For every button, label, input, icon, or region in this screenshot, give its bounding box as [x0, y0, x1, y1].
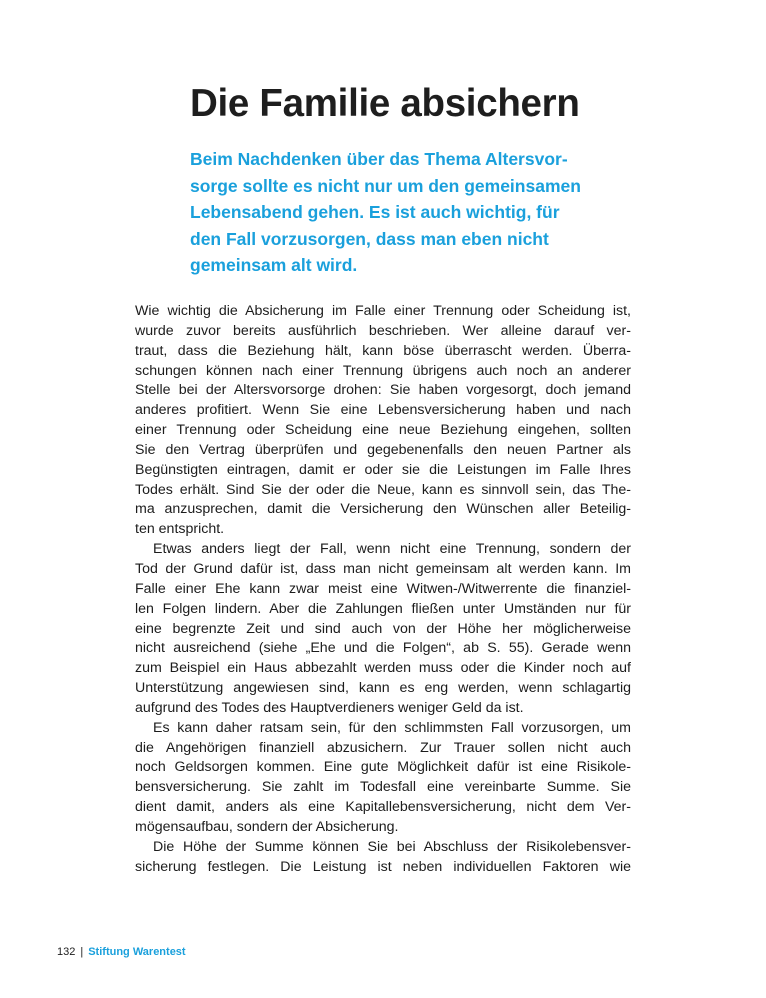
- body-text: [135, 302, 631, 877]
- body-line: traut, dass die Beziehung hält, kann böse überrascht werden. Überra-: [135, 342, 631, 359]
- publisher-name: Stiftung Warentest: [88, 946, 186, 958]
- lead-line: den Fall vorzusorgen, dass man eben nicht: [190, 228, 549, 249]
- lead-line: Beim Nachdenken über das Thema Altersvor-: [190, 149, 568, 169]
- footer-separator: |: [80, 946, 84, 958]
- body-line: noch Geldsorgen kommen. Eine gute Möglichkeit dafür ist eine Risikole-: [135, 759, 631, 776]
- lead-paragraph: [190, 146, 640, 279]
- body-line: Stelle bei der Altersvorsorge drohen: Sie haben vorgesorgt, doch jemand: [135, 382, 631, 399]
- body-line: Tod der Grund dafür ist, dass man nicht gemeinsam alt werden kann. Im: [135, 560, 631, 577]
- body-line: die Angehörigen finanziell abzusichern. Zur Trauer sollen nicht auch: [135, 739, 631, 756]
- body-line: Die Höhe der Summe können Sie bei Abschluss der Risikolebensver-: [153, 838, 631, 855]
- body-line: ma anzusprechen, damit die Versicherung den Wünschen aller Beteilig-: [135, 501, 631, 518]
- body-line: Unterstützung angewiesen sind, kann es eng werden, wenn schlagartig: [135, 680, 631, 697]
- body-line: Es kann daher ratsam sein, für den schlimmsten Fall vorzusorgen, um: [153, 719, 631, 736]
- lead-line: Lebensabend gehen. Es ist auch wichtig, für: [190, 202, 560, 223]
- body-line: Todes erhält. Sind Sie der oder die Neue, kann es sinnvoll sein, das The-: [135, 481, 631, 498]
- lead-line: sorge sollte es nicht nur um den gemeinsamen: [190, 175, 581, 196]
- body-line: Begünstigten eintragen, damit er oder sie die Leistungen im Falle Ihres: [135, 461, 631, 478]
- body-line: eine begrenzte Zeit und sind auch von der Höhe her möglicherweise: [135, 620, 631, 637]
- body-line: anderes profitiert. Wenn Sie eine Lebensversicherung haben und nach: [135, 402, 631, 419]
- body-line: zum Beispiel ein Haus abbezahlt werden muss oder die Kinder noch auf: [135, 660, 631, 677]
- body-line: len Folgen lindern. Aber die Zahlungen fließen unter Umständen nur für: [135, 600, 631, 617]
- body-line: sicherung festlegen. Die Leistung ist neben individuellen Faktoren wie: [135, 858, 631, 875]
- body-line: wurde zuvor bereits ausführlich beschrieben. Wer alleine darauf ver-: [135, 322, 631, 339]
- body-line: ten entspricht.: [135, 521, 225, 538]
- body-line: einer Trennung oder Scheidung eine neue Beziehung eingehen, sollten: [135, 422, 631, 439]
- page-number: 132: [57, 946, 76, 958]
- body-line: nicht ausreichend (siehe „Ehe und die Folgen“, ab S. 55). Gerade wenn: [135, 640, 631, 657]
- body-line: bensversicherung. Sie zahlt im Todesfall eine vereinbarte Summe. Sie: [135, 779, 631, 796]
- body-line: dient damit, anders als eine Kapitallebensversicherung, nicht dem Ver-: [135, 799, 631, 816]
- body-line: Etwas anders liegt der Fall, wenn nicht eine Trennung, sondern der: [153, 541, 631, 558]
- body-line: aufgrund des Todes des Hauptverdieners weniger Geld da ist.: [135, 699, 524, 716]
- body-line: schungen können nach einer Trennung übrigens auch noch an anderer: [135, 362, 631, 379]
- body-line: mögensaufbau, sondern der Absicherung.: [135, 818, 399, 835]
- lead-line: gemeinsam alt wird.: [190, 255, 358, 276]
- page-title: Die Familie absichern: [190, 82, 580, 125]
- body-line: Wie wichtig die Absicherung im Falle einer Trennung oder Scheidung ist,: [135, 303, 631, 319]
- page-footer: [57, 944, 186, 960]
- body-line: Falle einer Ehe kann zwar meist eine Witwen-/Witwerrente die finanziel-: [135, 580, 631, 597]
- body-line: Sie den Vertrag überprüfen und gegebenenfalls den neuen Partner als: [135, 441, 631, 458]
